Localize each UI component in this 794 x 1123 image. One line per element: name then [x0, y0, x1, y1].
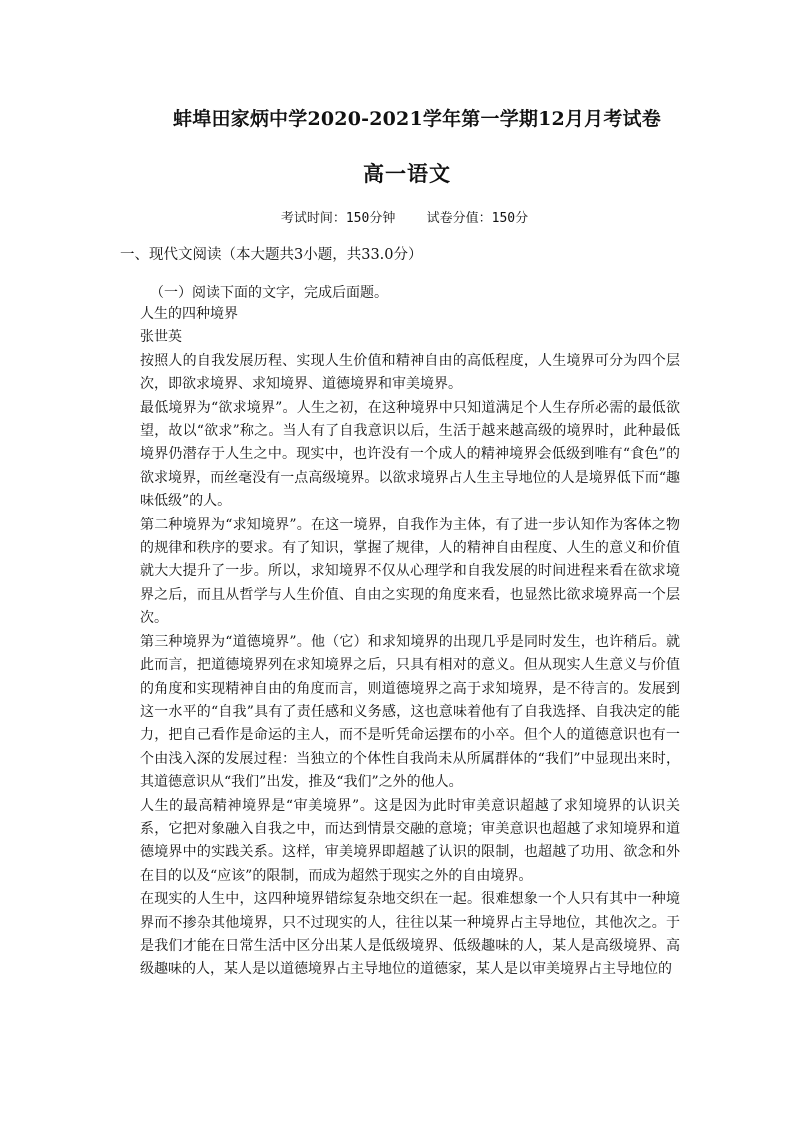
article-paragraph: 第二种境界为“求知境界”。在这一境界，自我作为主体，有了进一步认知作为客体之物的规律和秩序的要求。有了知识，掌握了规律，人的精神自由程度、人生的意义和价值就大大提升了一步。所以，求知境界不仅从心理学和自我发展的时间进程来看在欲求境界之后，而且从哲学与人生价值、自由之实现的角度来看，也显然比欲求境界高一个层次。	[140, 516, 680, 627]
exam-title: 蚌埠田家炳中学2020-2021学年第一学期12月月考试卷	[173, 108, 661, 130]
reading-instructions: （一）阅读下面的文字，完成后面题。	[150, 285, 388, 301]
reading-passage	[140, 303, 680, 982]
article-paragraph: 在现实的人生中，这四种境界错综复杂地交织在一起。很难想象一个人只有其中一种境界而不掺杂其他境界，只不过现实的人，往往以某一种境界占主导地位，其他次之。于是我们才能在日常生活中区分出某人是低级境界、低级趣味的人，某人是高级境界、高级趣味的人，某人是以道德境界占主导地位的道德家，某人是以审美境界占主导地位的	[140, 891, 680, 978]
section-heading: 一、现代文阅读（本大题共3小题，共33.0分）	[120, 247, 423, 263]
article-paragraph: 最低境界为“欲求境界”。人生之初，在这种境界中只知道满足个人生存所必需的最低欲望，故以“欲求”称之。当人有了自我意识以后，生活于越来越高级的境界时，此种最低境界仍潜存于人生之中。现实中，也许没有一个成人的精神境界会低级到唯有“食色”的欲求境界，而丝毫没有一点高级境界。以欲求境界占人生主导地位的人是境界低下而“趣味低级”的人。	[140, 399, 680, 510]
article-author: 张世英	[140, 329, 182, 346]
subject-title: 高一语文	[363, 161, 451, 186]
article-title: 人生的四种境界	[140, 306, 238, 322]
article-paragraph: 第三种境界为“道德境界”。他（它）和求知境界的出现几乎是同时发生，也许稍后。就此而言，把道德境界列在求知境界之后，只具有相对的意义。但从现实人生意义与价值的角度和实现精神自由的角度而言，则道德境界之高于求知境界，是不待言的。发展到这一水平的“自我”具有了责任感和义务感，这也意味着他有了自我选择、自我决定的能力，把自己看作是命运的主人，而不是听凭命运摆布的小卒。但个人的道德意识也有一个由浅入深的发展过程：当独立的个体性自我尚未从所属群体的“我们”中显现出来时，其道德意识从“我们”出发，推及“我们”之外的他人。	[140, 633, 680, 791]
article-paragraph: 人生的最高精神境界是“审美境界”。这是因为此时审美意识超越了求知境界的认识关系，它把对象融入自我之中，而达到情景交融的意境；审美意识也超越了求知境界和道德境界中的实践关系。这样，审美境界即超越了认识的限制，也超越了功用、欲念和外在目的以及“应该”的限制，而成为超然于现实之外的自由境界。	[140, 797, 680, 884]
exam-info: 考试时间：150分钟 试卷分值：150分	[280, 211, 529, 226]
article-paragraph: 按照人的自我发展历程、实现人生价值和精神自由的高低程度，人生境界可分为四个层次，即欲求境界、求知境界、道德境界和审美境界。	[140, 352, 680, 393]
